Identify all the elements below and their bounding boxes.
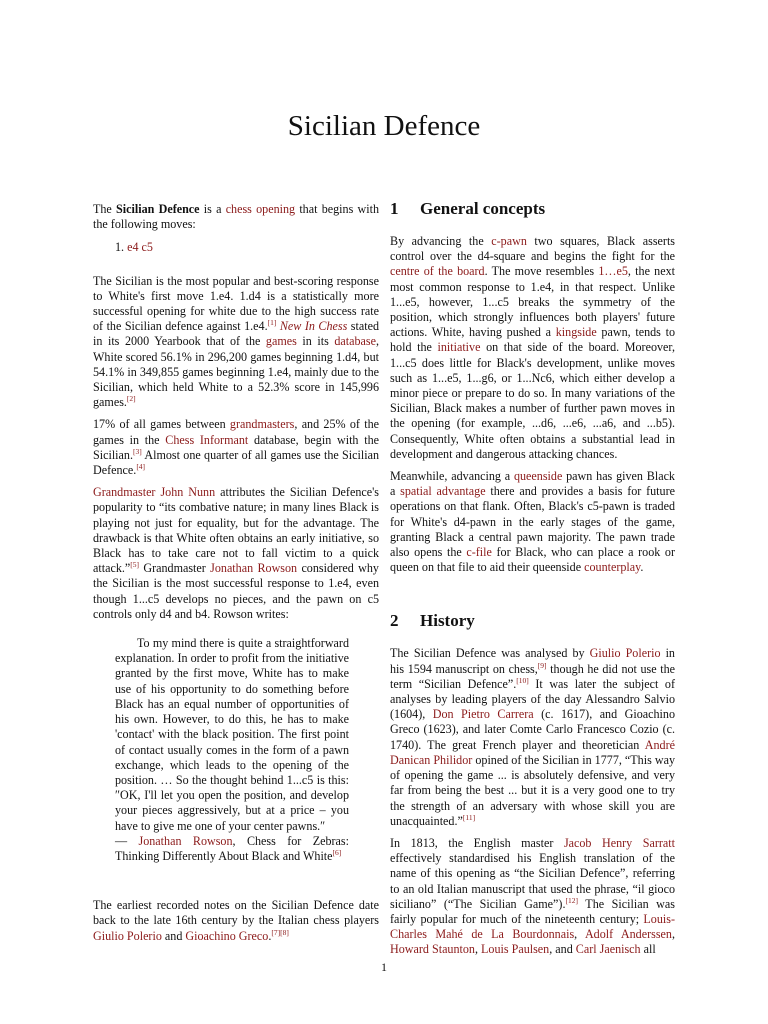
text: database, begin with the Sicilian.: [93, 432, 379, 462]
link-c-pawn[interactable]: c-pawn: [491, 234, 527, 248]
text: . The move resembles: [484, 264, 599, 279]
text: pawn, tends to hold the: [390, 325, 675, 355]
text: pawn has given Black a: [390, 469, 675, 499]
link-andre-danican-philidor[interactable]: André Danican Philidor: [390, 737, 675, 767]
section-title: History: [420, 611, 475, 631]
section-heading-general-concepts: [390, 198, 675, 220]
link-chess-informant[interactable]: Chess Informant: [165, 432, 249, 447]
link-giulio-polerio[interactable]: Giulio Polerio: [93, 928, 162, 943]
text: is a: [199, 202, 226, 216]
ref-10[interactable]: [10]: [516, 675, 529, 685]
ref-3[interactable]: [3]: [132, 446, 142, 456]
page-title: Sicilian Defence: [287, 110, 481, 142]
text: By advancing the: [390, 234, 492, 248]
text: though he did not use the term “Sicilian Defence”.: [390, 661, 676, 691]
text: all: [640, 942, 656, 957]
section-spacer: [390, 582, 675, 610]
text: opined of the Sicilian in 1777, “This way of opening the game ... is absolutely defensive, and very far from being the best ... but it is a very good one to try the strength of an adversary with whose skill you are unacquainted.”: [390, 752, 675, 828]
earliest-notes-paragraph: [93, 898, 379, 944]
move-number: 1.: [115, 240, 128, 255]
quote-source: , Chess for Zebras: Thinking Differently About Black and White: [115, 833, 349, 863]
text: , the next most common response to 1.e4, in that respect. Unlike 1...e5, however, 1...c5 breaks the symmetry of the position, which strongly influences both players' future actions. White, having pushed a: [390, 264, 675, 340]
page-number: 1: [381, 960, 387, 974]
link-c-file[interactable]: c-file: [466, 545, 492, 560]
text: considered why the Sicilian is the most successful response to 1.e4, even though 1...c5 develops no pieces, and the pawn on c5 controls only d4 and b4. Rowson writes:: [93, 561, 379, 621]
link-louis-paulsen[interactable]: Louis Paulsen: [481, 942, 550, 957]
link-don-pietro-carrera[interactable]: Don Pietro Carrera: [432, 707, 534, 722]
dash: —: [115, 833, 139, 848]
ref-6[interactable]: [6]: [332, 847, 342, 857]
link-e4-c5[interactable]: e4 c5: [127, 240, 153, 255]
text: Grandmaster: [139, 561, 211, 576]
text: It was later the subject of analyses by leading players of the day Alessandro Salvio (1604),: [390, 676, 675, 722]
concepts-paragraph-2: [390, 469, 675, 575]
link-jacob-henry-sarratt[interactable]: Jacob Henry Sarratt: [563, 835, 676, 850]
ref-4[interactable]: [4]: [136, 462, 146, 472]
link-queenside[interactable]: queenside: [513, 469, 563, 484]
ref-12[interactable]: [12]: [565, 895, 578, 905]
quote-text: To my mind there is quite a straightforward explanation. In order to profit from the initiative granted by the first move, White has to make use of his opportunity to do something before Black has an equal number of opportunities of his own. However, to do this, he has to make 'contact' with the black position. The first point of contact usually comes in the form of a pawn exchange, which leads to the opening of the position. … So the thought behind 1...c5 is this: ″OK, I'll let you open the position, and develop your pieces aggressively, but at a price – you have to give me one of your center pawns.″: [115, 636, 349, 833]
text: The Sicilian is the most popular and best-scoring response to White's first move 1.e4. 1.d4 is a statistically more successful opening for white due to the high success rate of the Sicilian defence against 1.e4.: [93, 273, 379, 334]
popularity-paragraph: [93, 274, 379, 411]
text: attributes the Sicilian Defence's popularity to “its combative nature; in many lines Black is playing not just for equality, but for the advantage. The drawback is that White often obtains an early initiative, so Black has to take care not to fall victim to a quick attack.”: [93, 485, 379, 576]
link-1-e5[interactable]: 1…e5: [598, 264, 628, 279]
link-database[interactable]: database: [334, 334, 376, 349]
link-kingside[interactable]: kingside: [555, 325, 597, 340]
text: and: [161, 928, 186, 943]
text: .: [640, 560, 644, 575]
text: Meanwhile, advancing a: [390, 469, 514, 484]
ref-1[interactable]: [1]: [267, 318, 277, 328]
section-heading-history: [390, 610, 675, 632]
history-paragraph-2: [390, 836, 675, 958]
link-jonathan-rowson[interactable]: Jonathan Rowson: [210, 561, 298, 576]
text: on that side of the board. Moreover, 1...c5 does little for Black's development, unlike moves such as 1...e5, 1...g6, or 1...Nc6, which either develop a minor piece or prepare to do so. In many variations of the Sicilian, Black makes a number of further pawn moves in the opening (for example, ...d6, ...e6, ...a6, and ...b5). Consequently, White often obtains a substantial lead in development and dangerous attacking chances.: [390, 340, 675, 461]
text: The earliest recorded notes on the Sicilian Defence date back to the late 16th century by the Italian chess players: [93, 898, 379, 928]
text: in its: [296, 334, 335, 349]
ref-5[interactable]: [5]: [130, 560, 140, 570]
move-line: [115, 240, 379, 255]
text: that begins with the following moves:: [93, 202, 380, 232]
rowson-quote: [115, 636, 349, 864]
link-carl-jaenisch[interactable]: Carl Jaenisch: [575, 942, 641, 957]
ref-9[interactable]: [9]: [537, 660, 547, 670]
link-grandmaster-john-nunn[interactable]: Grandmaster John Nunn: [93, 485, 216, 500]
section-title: General concepts: [420, 199, 546, 218]
link-grandmasters[interactable]: grandmasters: [229, 417, 295, 432]
concepts-paragraph-1: [390, 234, 675, 462]
link-centre-of-board[interactable]: centre of the board: [390, 264, 485, 279]
text: 17% of all games between: [93, 417, 230, 432]
text: Almost one quarter of all games use the Sicilian Defence.: [93, 447, 379, 478]
bold-term: Sicilian Defence: [116, 202, 200, 216]
text: .: [268, 928, 272, 943]
text: stated in its 2000 Yearbook that of the: [93, 319, 380, 349]
history-paragraph-1: [390, 646, 675, 828]
section-number: 1: [390, 199, 399, 218]
quote-attribution: [115, 834, 349, 864]
text: two squares, Black asserts control over the d4-square and begins the fight for the: [390, 234, 676, 264]
link-counterplay[interactable]: counterplay: [584, 560, 641, 575]
text: ,: [474, 942, 482, 957]
link-spatial-advantage[interactable]: spatial advantage: [400, 484, 486, 499]
link-la-bourdonnais[interactable]: Louis-Charles Mahé de La Bourdonnais: [390, 911, 675, 942]
link-gioachino-greco[interactable]: Gioachino Greco: [185, 928, 269, 943]
text: , and: [549, 942, 576, 957]
ref-11[interactable]: [11]: [462, 812, 476, 822]
section-number: 2: [390, 611, 399, 631]
link-howard-staunton[interactable]: Howard Staunton: [390, 942, 475, 957]
link-quote-author[interactable]: Jonathan Rowson: [138, 833, 233, 848]
link-giulio-polerio-history[interactable]: Giulio Polerio: [589, 646, 661, 661]
statistics-paragraph: [93, 417, 379, 478]
text: , White scored 56.1% in 296,200 games beginning 1.d4, but 54.1% in 349,855 games beginning 1.e4, mainly due to the Sicilian, which held White to a 52.3% score in 145,996 games.: [93, 334, 379, 410]
text: The Sicilian Defence was analysed by: [390, 646, 590, 661]
text: ,: [671, 927, 675, 942]
text: (c. 1617), and Gioachino Greco (1623), and later Comte Carlo Francesco Cozio (c. 1740). The great French player and theoretician: [390, 707, 675, 752]
link-games[interactable]: games: [265, 334, 297, 349]
intro-paragraph: [93, 202, 379, 232]
text: The: [93, 202, 117, 216]
text: ,: [574, 927, 585, 942]
link-initiative[interactable]: initiative: [437, 340, 481, 355]
text: for Black, who can place a rook or queen on that file to aid their queenside: [390, 545, 675, 575]
text: In 1813, the English master: [390, 835, 564, 850]
text: The Sicilian was fairly popular for much of the nineteenth century;: [390, 896, 675, 926]
text: in his 1594 manuscript on chess,: [390, 646, 675, 676]
link-adolf-anderssen[interactable]: Adolf Anderssen: [584, 927, 672, 942]
link-new-in-chess[interactable]: New In Chess: [279, 319, 348, 334]
link-chess-opening[interactable]: chess opening: [225, 202, 296, 216]
text: there and provides a basis for future operations on that flank. Often, Black's c5-pawn is traded for White's d4-pawn in the early stages of the game, granting Black a central pawn majority. The pawn trade also opens the: [390, 484, 675, 560]
nunn-paragraph: [93, 485, 379, 622]
text: effectively standardised his English translation of the name of this opening as “the Sicilian Defence”, referring to an old Italian manuscript that used the phrase, “il gioco siciliano” (“The Sicilian Game”).: [390, 851, 675, 911]
ref-2[interactable]: [2]: [126, 394, 136, 404]
text: , and 25% of the games in the: [93, 417, 379, 447]
left-column: [93, 202, 379, 951]
ref-7-8[interactable]: [7][8]: [271, 927, 289, 937]
right-column: [390, 198, 675, 965]
